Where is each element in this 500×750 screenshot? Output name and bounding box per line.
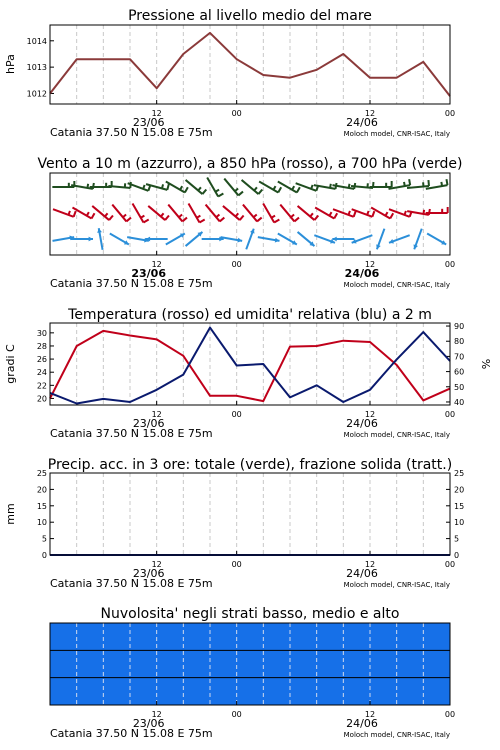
y-tick-label: 0 [41, 551, 47, 560]
barb-flag [310, 213, 313, 216]
barb-flag [404, 182, 405, 186]
cloud-cell [425, 650, 451, 678]
wind-barb [223, 206, 244, 220]
y-tick-label: 5 [41, 534, 47, 544]
barb-flag [179, 215, 182, 218]
panel-temperature [4, 307, 493, 440]
clouds-plot [50, 623, 455, 740]
date-label: 23/06 [132, 567, 165, 580]
temperature-ylabel: gradi C [4, 344, 17, 384]
cloud-cell [275, 623, 301, 651]
date-label: 23/06 [132, 717, 165, 730]
y-tick-label: 1014 [26, 36, 47, 46]
y-tick-label: 1012 [26, 89, 47, 99]
y-tick-label: 30 [36, 328, 47, 338]
cloud-cell [225, 678, 251, 706]
location-text: Catania 37.50 N 15.08 E 75m [50, 277, 213, 290]
y2-tick-label: 25 [454, 469, 465, 478]
date-label: 24/06 [344, 267, 380, 280]
cloud-cell [425, 678, 451, 706]
precipitation-title: Precip. acc. in 3 ore: totale (verde), frazione solida (tratt.) [47, 457, 453, 473]
x-tick-label: 12 [364, 260, 376, 269]
cloud-cell [300, 623, 326, 651]
barb-flag [92, 213, 95, 218]
cloud-cell [75, 678, 101, 706]
x-tick-label: 12 [364, 410, 376, 419]
x-tick-label: 00 [444, 260, 456, 269]
x-tick-label: 00 [231, 710, 242, 719]
cloud-cell [125, 678, 151, 706]
cloud-cell [400, 623, 426, 651]
barb-flag [87, 184, 88, 188]
barb-flag [109, 215, 113, 220]
barb-flag [429, 209, 430, 215]
wind-arrow [427, 234, 446, 245]
cloud-cell [200, 650, 226, 678]
cloud-cell [175, 678, 201, 706]
x-tick-label: 12 [151, 260, 162, 269]
clouds-title: Nuvolosita' negli strati basso, medio e alto [100, 606, 400, 622]
barb-flag [278, 187, 281, 192]
panel-pressure [4, 8, 455, 139]
wind-arrow [314, 235, 335, 243]
barb-flag [197, 216, 201, 218]
wind-arrow [352, 235, 373, 243]
wind-arrow [221, 237, 243, 242]
cloud-cell [125, 650, 151, 678]
date-label: 23/06 [132, 417, 165, 430]
location-text: Catania 37.50 N 15.08 E 75m [50, 427, 213, 440]
barb-flag [254, 215, 257, 218]
wind-arrow [278, 234, 297, 245]
y-tick-label: 20 [36, 485, 47, 495]
pressure-line [50, 33, 450, 96]
barb-flag [161, 213, 164, 216]
wind-barb [133, 203, 149, 222]
wind-arrow [97, 228, 102, 250]
barb-flag [405, 211, 406, 215]
credit-text: Moloch model, CNR-ISAC, Italy [343, 731, 450, 739]
barb-flag [165, 215, 169, 220]
cloud-cell [300, 650, 326, 678]
barb-flag [93, 183, 94, 189]
barb-flag [105, 213, 108, 216]
wind-barb [148, 206, 169, 220]
y2-tick-label: 0 [454, 551, 460, 560]
location-text: Catania 37.50 N 15.08 E 75m [50, 577, 213, 590]
barb-flag [74, 211, 76, 217]
barb-flag [218, 194, 223, 197]
cloud-cell [325, 623, 351, 651]
barb-flag [185, 187, 188, 192]
barb-flag [215, 190, 219, 192]
cloud-cell [275, 678, 301, 706]
wind-arrow [389, 235, 410, 243]
x-tick-label: 00 [444, 560, 456, 569]
wind-arrow [71, 237, 93, 242]
x-tick-label: 00 [444, 109, 456, 118]
wind-barb [263, 203, 279, 222]
location-text: Catania 37.50 N 15.08 E 75m [50, 126, 213, 139]
barb-flag [349, 211, 350, 215]
x-tick-label: 12 [364, 560, 376, 569]
y2-tick-label: 15 [454, 501, 465, 511]
y-tick-label: 20 [36, 394, 47, 404]
barb-flag [273, 186, 275, 190]
barb-flag [292, 186, 294, 190]
barb-flag [198, 187, 201, 190]
location-text: Catania 37.50 N 15.08 E 75m [50, 727, 213, 740]
barb-flag [87, 212, 89, 216]
date-label: 23/06 [132, 116, 165, 129]
cloud-cell [350, 678, 376, 706]
barb-flag [167, 184, 169, 190]
wind-barb [259, 182, 281, 193]
panel-clouds [50, 606, 455, 740]
y2-tick-label: 5 [454, 534, 460, 544]
wind-barb [243, 205, 262, 222]
barb-shaft [280, 205, 294, 222]
cloud-cell [150, 678, 176, 706]
barb-flag [423, 210, 424, 214]
precipitation-plot [37, 469, 464, 590]
wind-barb [224, 179, 243, 196]
wind-barb [112, 205, 131, 222]
barb-flag [200, 220, 205, 223]
cloud-cell [125, 623, 151, 651]
barb-flag [220, 218, 225, 222]
barb-flag [385, 212, 387, 216]
y-tick-label: 26 [36, 355, 47, 365]
wind-plot [50, 173, 455, 290]
y2-tick-label: 70 [454, 352, 465, 362]
x-tick-label: 12 [364, 710, 376, 719]
barb-shaft [53, 209, 74, 217]
cloud-cell [400, 678, 426, 706]
barb-flag [257, 218, 262, 222]
barb-flag [238, 192, 243, 196]
y2-tick-label: 40 [454, 397, 465, 407]
wind-arrow [414, 229, 422, 250]
barb-shaft [168, 205, 182, 222]
barb-flag [162, 184, 163, 188]
credit-text: Moloch model, CNR-ISAC, Italy [343, 130, 450, 138]
wind-arrow [110, 234, 129, 245]
barb-flag [329, 212, 331, 216]
wind-barb [53, 209, 76, 217]
pressure-ylabel: hPa [4, 54, 17, 74]
x-tick-label: 12 [151, 109, 162, 118]
barb-flag [291, 215, 294, 218]
barb-shaft [207, 177, 218, 196]
barb-shaft [243, 205, 257, 222]
wind-barb [186, 180, 207, 194]
wind-arrow [166, 234, 185, 245]
barb-flag [428, 180, 429, 186]
cloud-cell [425, 623, 451, 651]
barb-flag [334, 213, 337, 218]
barb-flag [143, 185, 144, 189]
barb-flag [240, 215, 244, 220]
cloud-cell [350, 623, 376, 651]
x-tick-label: 00 [444, 710, 456, 719]
humidity-ylabel: % [480, 358, 493, 370]
x-tick-label: 12 [151, 560, 162, 569]
barb-flag [409, 179, 410, 185]
cloud-cell [50, 650, 76, 678]
cloud-cell [75, 623, 101, 651]
x-tick-label: 00 [231, 109, 242, 118]
x-tick-label: 12 [364, 109, 376, 118]
cloud-cell [325, 650, 351, 678]
barb-flag [69, 211, 70, 215]
wind-barb [206, 205, 225, 222]
barb-flag [349, 184, 350, 188]
x-tick-label: 12 [151, 710, 162, 719]
cloud-cell [325, 678, 351, 706]
temperature-plot [37, 322, 464, 440]
cloud-cell [50, 678, 76, 706]
barb-flag [354, 211, 356, 217]
panel-wind [37, 156, 462, 290]
barb-flag [258, 189, 262, 194]
cloud-cell [350, 650, 376, 678]
date-label: 24/06 [346, 417, 378, 430]
barb-shaft [407, 186, 429, 188]
y-tick-label: 28 [36, 341, 47, 351]
cloud-cell [300, 678, 326, 706]
barb-shaft [133, 203, 144, 222]
date-label: 23/06 [131, 267, 166, 280]
plot-frame [50, 473, 450, 555]
cloud-cell [50, 623, 76, 651]
cloud-cell [250, 678, 276, 706]
date-label: 24/06 [346, 116, 378, 129]
cloud-cell [250, 623, 276, 651]
wind-barb [189, 203, 205, 222]
panel-precipitation [4, 457, 464, 590]
barb-flag [254, 187, 257, 190]
x-tick-label: 12 [151, 410, 162, 419]
cloud-cell [200, 623, 226, 651]
plot-frame [50, 25, 450, 104]
arrow-head [89, 237, 93, 242]
barb-flag [144, 220, 149, 223]
wind-arrow [376, 229, 384, 250]
barb-flag [126, 218, 131, 222]
barb-flag [235, 189, 238, 192]
humidity-line [50, 328, 450, 404]
barb-flag [367, 211, 368, 215]
y-tick-label: 15 [36, 501, 47, 511]
wind-arrow [258, 237, 280, 242]
y-tick-label: 1013 [26, 63, 47, 73]
y2-tick-label: 90 [454, 322, 465, 332]
barb-flag [446, 179, 447, 185]
barb-shaft [263, 203, 274, 222]
cloud-cell [275, 650, 301, 678]
cloud-cell [200, 678, 226, 706]
wind-arrow [202, 237, 224, 242]
barb-flag [297, 187, 300, 192]
date-label: 24/06 [346, 717, 378, 730]
barb-flag [271, 216, 275, 218]
cloud-cell [250, 650, 276, 678]
y2-tick-label: 10 [454, 518, 465, 528]
barb-flag [202, 189, 206, 194]
barb-flag [216, 215, 219, 218]
cloud-cell [400, 650, 426, 678]
barb-flag [441, 182, 442, 186]
pressure-title: Pressione al livello medio del mare [128, 8, 372, 24]
barb-flag [372, 211, 374, 217]
barb-flag [236, 213, 239, 216]
barb-shaft [189, 203, 200, 222]
barb-flag [390, 213, 393, 218]
credit-text: Moloch model, CNR-ISAC, Italy [343, 581, 450, 589]
wind-barb [166, 182, 188, 193]
wind-arrow [186, 232, 203, 246]
barb-flag [141, 216, 145, 218]
cloud-cell [75, 650, 101, 678]
y2-tick-label: 60 [454, 367, 465, 377]
cloud-cell [175, 650, 201, 678]
pressure-plot [27, 25, 455, 139]
barb-flag [123, 215, 126, 218]
cloud-cell [225, 650, 251, 678]
y2-tick-label: 50 [454, 382, 465, 392]
barb-flag [330, 184, 331, 188]
temperature-title: Temperatura (rosso) ed umidita' relativa (blu) a 2 m [68, 307, 432, 323]
credit-text: Moloch model, CNR-ISAC, Italy [343, 281, 450, 289]
wind-barb [52, 181, 74, 187]
y2-tick-label: 20 [454, 485, 465, 495]
wind-title: Vento a 10 m (azzurro), a 850 hPa (rosso), a 700 hPa (verde) [37, 156, 463, 172]
barb-shaft [112, 205, 126, 222]
barb-shaft [206, 205, 220, 222]
y-tick-label: 22 [36, 381, 47, 391]
wind-arrow [246, 229, 254, 250]
x-tick-label: 00 [231, 260, 242, 269]
wind-barb [92, 206, 113, 220]
wind-arrow [298, 232, 315, 246]
cloud-cell [150, 650, 176, 678]
y-tick-label: 10 [36, 518, 47, 528]
x-tick-label: 00 [444, 410, 456, 419]
cloud-cell [150, 623, 176, 651]
date-label: 24/06 [346, 567, 378, 580]
wind-barb [168, 205, 187, 222]
wind-arrow [53, 236, 75, 241]
cloud-cell [225, 623, 251, 651]
precipitation-ylabel: mm [4, 503, 17, 525]
y-tick-label: 24 [36, 368, 47, 378]
cloud-cell [175, 623, 201, 651]
y-tick-label: 25 [36, 469, 47, 478]
x-tick-label: 00 [231, 410, 242, 419]
barb-flag [311, 185, 312, 189]
barb-flag [180, 186, 182, 190]
barb-flag [274, 220, 279, 223]
y2-tick-label: 80 [454, 337, 465, 347]
x-tick-label: 00 [231, 560, 242, 569]
credit-text: Moloch model, CNR-ISAC, Italy [343, 431, 450, 439]
barb-flag [294, 218, 299, 222]
